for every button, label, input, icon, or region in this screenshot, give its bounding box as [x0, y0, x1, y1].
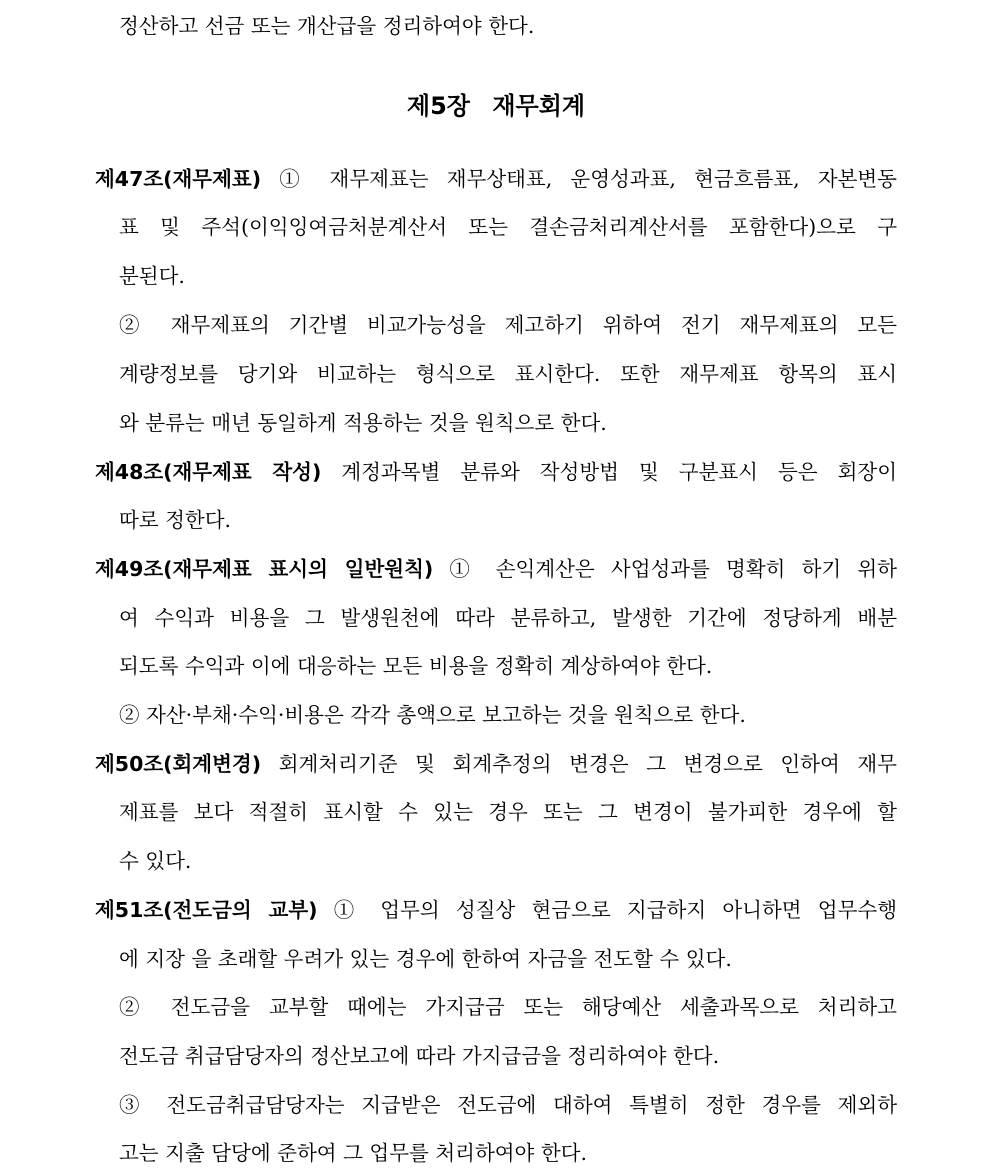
body-text-line: 따로 정한다. [119, 508, 232, 532]
article-47-first-line [95, 164, 897, 194]
article-heading: 제49조(재무제표 표시의 일반원칙) [95, 557, 434, 581]
body-text-line: ③ 전도금취급담당자는 지급받은 전도금에 대하여 특별히 정한 경우를 제외하 [119, 1093, 897, 1117]
body-text-line: 에 지장 을 초래할 우려가 있는 경우에 한하여 자금을 전도할 수 있다. [119, 947, 732, 971]
body-text-line: ② 전도금을 교부할 때에는 가지급금 또는 해당예산 세출과목으로 처리하고 [119, 995, 897, 1019]
body-text-line: ② 재무제표의 기간별 비교가능성을 제고하기 위하여 전기 재무제표의 모든 [119, 313, 897, 337]
article-51-first-line [95, 895, 897, 925]
body-text-line: 되도록 수익과 이에 대응하는 모든 비용을 정확히 계상하여야 한다. [119, 654, 713, 678]
body-text-line: 수 있다. [119, 849, 192, 873]
body-text-line: 여 수익과 비용을 그 발생원천에 따라 분류하고, 발생한 기간에 정당하게 배분 [119, 606, 897, 630]
article-text: 계정과목별 분류와 작성방법 및 구분표시 등은 회장이 [341, 460, 897, 484]
chapter-title: 제5장 재무회계 [406, 92, 586, 120]
body-text-line: 분된다. [119, 264, 185, 288]
body-text-line: ② 자산·부채·수익·비용은 각각 총액으로 보고하는 것을 원칙으로 한다. [119, 703, 746, 727]
article-text: ① 업무의 성질상 현금으로 지급하지 아니하면 업무수행 [333, 898, 898, 922]
body-text-line: 정산하고 선금 또는 개산급을 정리하여야 한다. [119, 14, 535, 38]
article-text: ① 손익계산은 사업성과를 명확히 하기 위하 [449, 557, 897, 581]
body-text-line: 계량정보를 당기와 비교하는 형식으로 표시한다. 또한 재무제표 항목의 표시 [119, 362, 897, 386]
article-text: ① 재무제표는 재무상태표, 운영성과표, 현금흐름표, 자본변동 [279, 167, 897, 191]
article-text: 회계처리기준 및 회계추정의 변경은 그 변경으로 인하여 재무 [278, 752, 897, 776]
body-text-line: 와 분류는 매년 동일하게 적용하는 것을 원칙으로 한다. [119, 411, 607, 435]
article-48-first-line [95, 457, 897, 487]
article-heading: 제51조(전도금의 교부) [95, 898, 318, 922]
article-heading: 제48조(재무제표 작성) [95, 460, 322, 484]
article-49-first-line [95, 554, 897, 584]
article-heading: 제50조(회계변경) [95, 752, 262, 776]
article-heading: 제47조(재무제표) [95, 167, 262, 191]
body-text-line: 표 및 주석(이익잉여금처분계산서 또는 결손금처리계산서를 포함한다)으로 구 [119, 215, 897, 239]
body-text-line: 고는 지출 담당에 준하여 그 업무를 처리하여야 한다. [119, 1141, 587, 1165]
body-text-line: 제표를 보다 적절히 표시할 수 있는 경우 또는 그 변경이 불가피한 경우에 할 [119, 800, 897, 824]
body-text-line: 전도금 취급담당자의 정산보고에 따라 가지급금을 정리하여야 한다. [119, 1044, 720, 1068]
article-50-first-line [95, 749, 897, 779]
